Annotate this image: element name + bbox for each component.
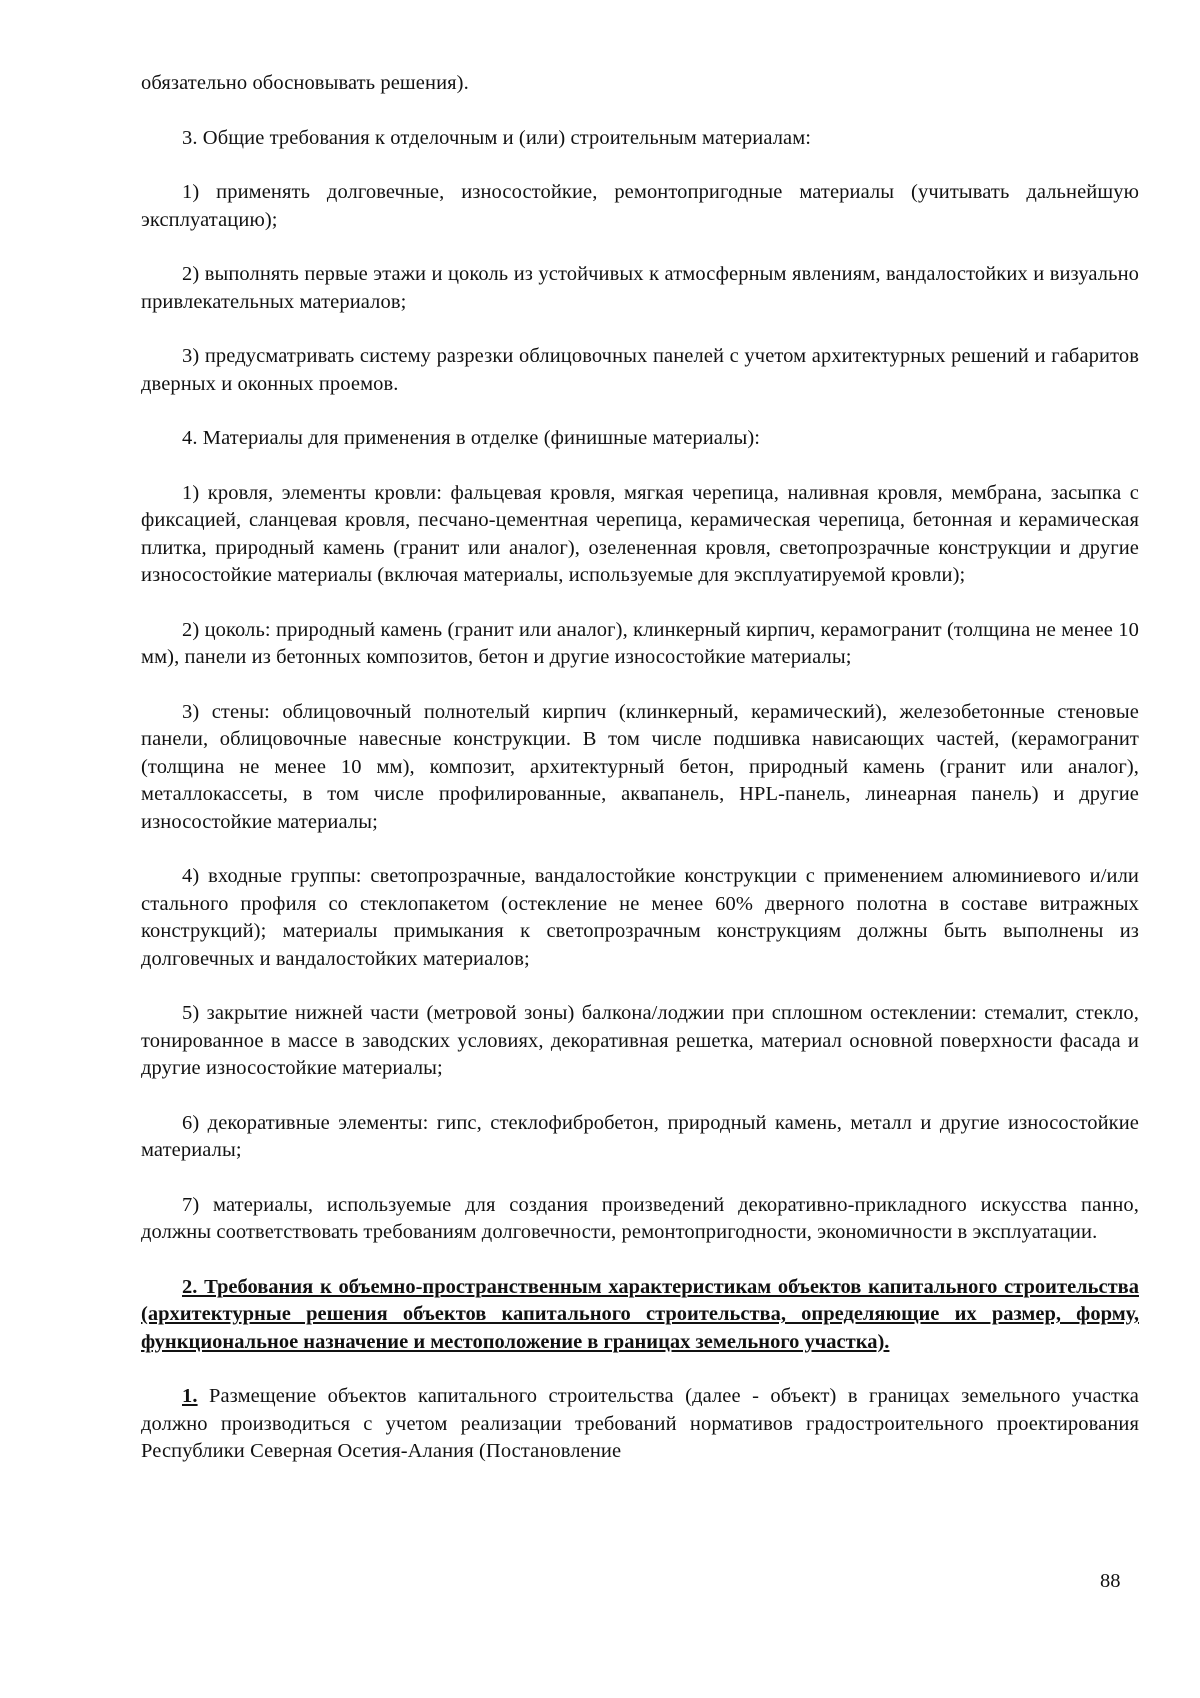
paragraph-continuation: обязательно обосновывать решения). [141, 72, 469, 94]
paragraph-subitem: 2) выполнять первые этажи и цоколь из устойчивых к атмосферным явлениям, вандалостойких и визуально привлекательных материалов; [141, 263, 1139, 313]
paragraph-subitem-artworks: 7) материалы, используемые для создания произведений декоративно-прикладного искусства панно, должны соответствовать требованиям долговечности, ремонтопригодности, экономичности в эксплуатации. [141, 1193, 1139, 1243]
paragraph-placement [141, 1383, 1139, 1466]
page-number: 88 [1100, 1570, 1121, 1592]
paragraph-number: 1. [182, 1385, 198, 1407]
paragraph-text: Размещение объектов капитального строительства (далее - объект) в границах земельного участка должно производиться с учетом реализации требований нормативов градостроительного проектирования Республики Северная Осетия-Алания (Постановление [141, 1385, 1139, 1462]
paragraph-subitem-roof: 1) кровля, элементы кровли: фальцевая кровля, мягкая черепица, наливная кровля, мембрана, засыпка с фиксацией, сланцевая кровля, песчано-цементная черепица, керамическая черепица, бетонная и керамическая плитка, природный камень (гранит или аналог), озелененная кровля, светопрозрачные конструкции и другие износостойкие материалы (включая материалы, используемые для эксплуатируемой кровли); [141, 481, 1139, 586]
document-body [141, 70, 1139, 1466]
paragraph-subitem-plinth: 2) цоколь: природный камень (гранит или аналог), клинкерный кирпич, керамогранит (толщина не менее 10 мм), панели из бетонных композитов, бетон и другие износостойкие материалы; [141, 618, 1139, 668]
paragraph-subitem-decorative: 6) декоративные элементы: гипс, стеклофибробетон, природный камень, металл и другие износостойкие материалы; [141, 1111, 1139, 1161]
paragraph-subitem-entrance-groups: 4) входные группы: светопрозрачные, вандалостойкие конструкции с применением алюминиевого и/или стального профиля со стеклопакетом (остекление не менее 60% дверного полотна в составе витражных конструкций); материалы примыкания к светопрозрачным конструкциям должны быть выполнены из долговечных и вандалостойких материалов; [141, 865, 1139, 970]
paragraph-subitem: 1) применять долговечные, износостойкие, ремонтопригодные материалы (учитывать дальнейшую эксплуатацию); [141, 181, 1139, 231]
paragraph-item-4-materials: 4. Материалы для применения в отделке (финишные материалы): [182, 427, 761, 449]
paragraph-subitem-balcony: 5) закрытие нижней части (метровой зоны) балкона/лоджии при сплошном остеклении: стемалит, стекло, тонированное в массе в заводских условиях, декоративная решетка, материал основной поверхности фасада и другие износостойкие материалы; [141, 1002, 1139, 1079]
section-heading: 2. Требования к объемно-пространственным характеристикам объектов капитального строительства (архитектурные решения объектов капитального строительства, определяющие их размер, форму, функциональное назначение и местоположение в границах земельного участка). [141, 1275, 1139, 1353]
paragraph-subitem: 3) предусматривать систему разрезки облицовочных панелей с учетом архитектурных решений и габаритов дверных и оконных проемов. [141, 345, 1139, 395]
paragraph-item-3-general-requirements: 3. Общие требования к отделочным и (или) строительным материалам: [182, 126, 812, 149]
paragraph-subitem-walls: 3) стены: облицовочный полнотелый кирпич (клинкерный, керамический), железобетонные стеновые панели, облицовочные навесные конструкции. В том числе подшивка нависающих частей, (керамогранит (толщина не менее 10 мм), композит, архитектурный бетон, природный камень (гранит или аналог), металлокассеты, в том числе профилированные, аквапанель, HPL-панель, линеарная панель) и другие износостойкие материалы; [141, 700, 1139, 833]
